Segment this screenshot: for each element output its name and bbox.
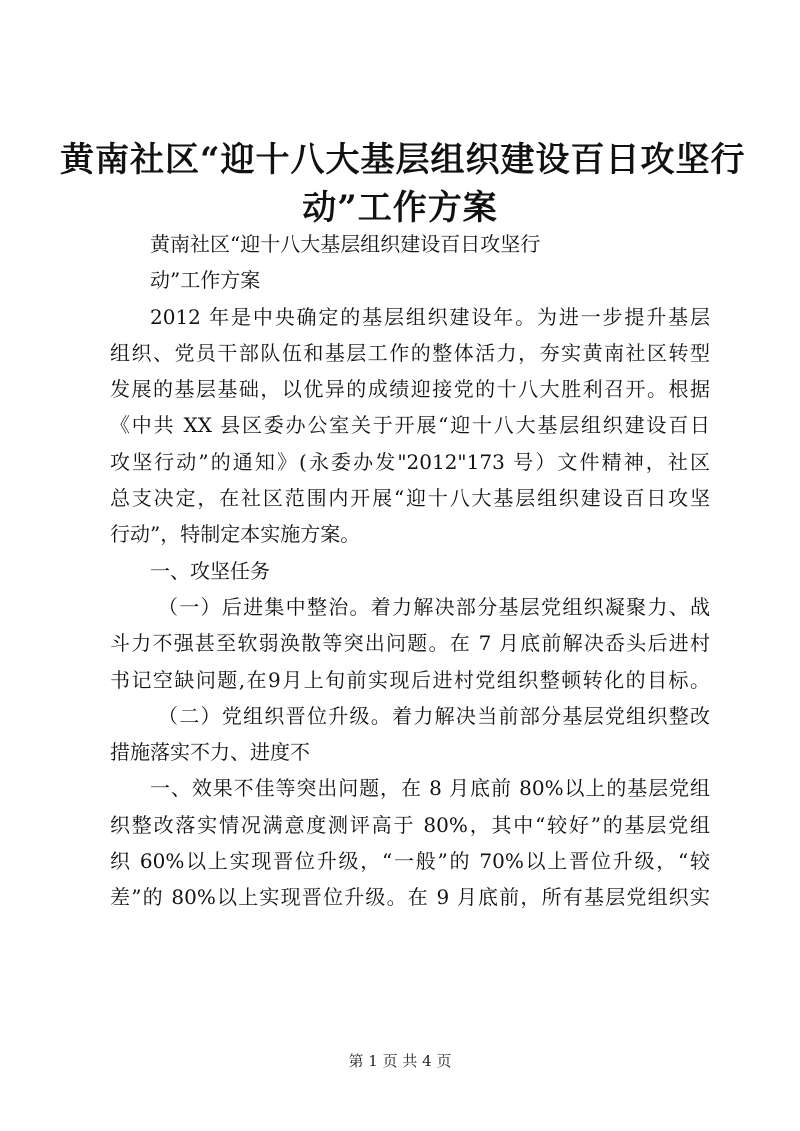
body-line: 动”工作方案: [150, 268, 261, 293]
body-line: 织整改落实情况满意度测评高于 80%，其中“较好”的基层党组: [110, 812, 710, 837]
body-line: （一）后进集中整治。着力解决部分基层党组织凝聚力、战: [158, 594, 710, 619]
body-line: 书记空缺问题,在9月上旬前实现后进村党组织整顿转化的目标。: [110, 667, 710, 692]
body-line: 一、效果不佳等突出问题，在 8 月底前 80%以上的基层党组: [150, 776, 710, 801]
body-line: （二）党组织晋位升级。着力解决当前部分基层党组织整改: [158, 703, 710, 728]
body-line: 黄南社区“迎十八大基层组织建设百日攻坚行: [150, 232, 541, 256]
body-line: 斗力不强甚至软弱涣散等突出问题。在 7 月底前解决岙头后进村: [110, 631, 710, 656]
title-line: 动”工作方案: [302, 188, 498, 228]
body-line: 措施落实不力、进度不: [110, 740, 310, 765]
body-line: 2012 年是中央确定的基层组织建设年。为进一步提升基层: [150, 304, 710, 329]
body-line: 《中共 XX 县区委办公室关于开展“迎十八大基层组织建设百日: [110, 413, 710, 438]
body-line: 攻坚行动”的通知》(永委办发"2012"173 号）文件精神，社区: [110, 449, 710, 474]
body-line: 差”的 80%以上实现晋位升级。在 9 月底前，所有基层党组织实: [110, 885, 710, 910]
document-title: [60, 136, 746, 232]
document-body: [110, 226, 710, 916]
section-heading: 一、攻坚任务: [150, 558, 270, 583]
body-line: 组织、党员干部队伍和基层工作的整体活力，夯实黄南社区转型: [110, 340, 710, 365]
body-line: 行动”，特制定本实施方案。: [110, 522, 361, 547]
title-line: 黄南社区“迎十八大基层组织建设百日攻坚行: [60, 140, 746, 180]
page-number: 第 1 页 共 4 页: [348, 1052, 452, 1070]
body-line: 织 60%以上实现晋位升级，“一般”的 70%以上晋位升级，“较: [110, 849, 710, 874]
body-line: 总支决定，在社区范围内开展“迎十八大基层组织建设百日攻坚: [110, 486, 710, 511]
body-line: 发展的基层基础，以优异的成绩迎接党的十八大胜利召开。根据: [110, 377, 710, 402]
page-footer: [0, 1050, 800, 1071]
